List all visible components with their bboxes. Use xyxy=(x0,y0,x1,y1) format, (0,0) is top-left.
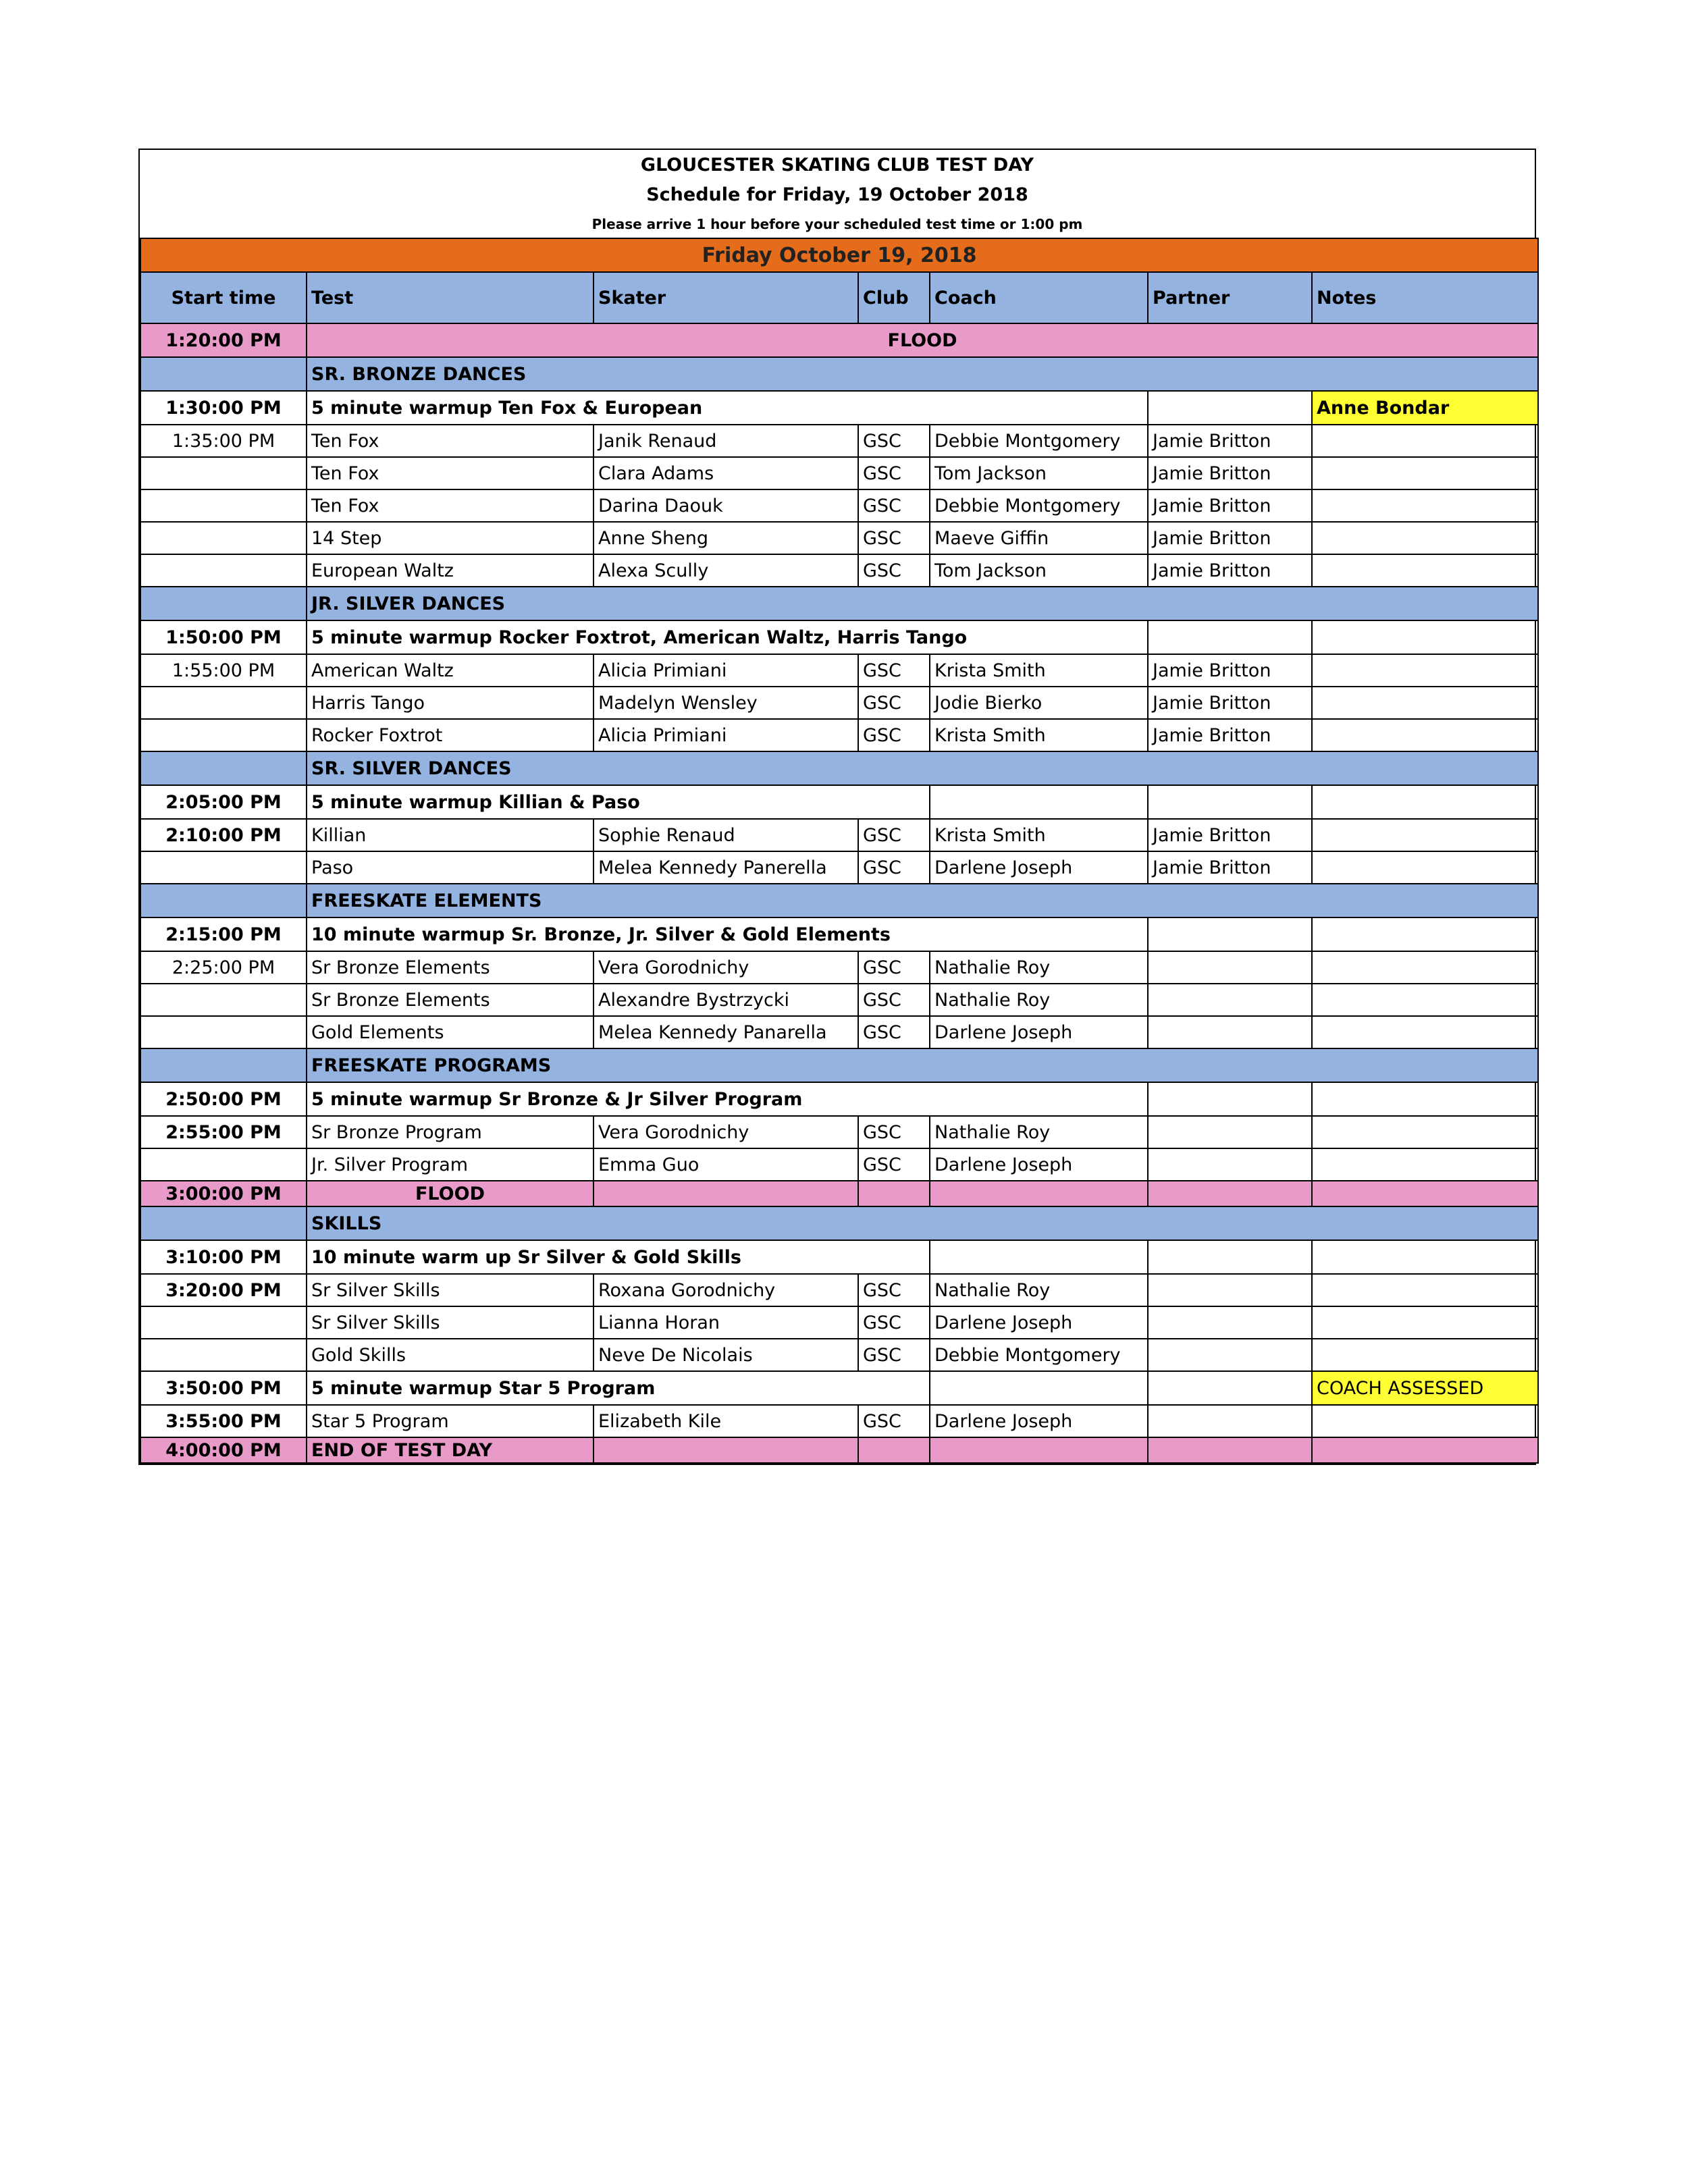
partner-name: Jamie Britton xyxy=(1148,489,1312,522)
col-header-partner: Partner xyxy=(1148,272,1312,323)
test-name: 14 Step xyxy=(307,522,594,554)
test-row xyxy=(140,1306,1538,1339)
start-time xyxy=(140,1306,307,1339)
test-row xyxy=(140,1339,1538,1371)
section-time-cell xyxy=(140,884,307,917)
section-time-cell xyxy=(140,587,307,620)
section-time-cell xyxy=(140,1048,307,1082)
flood-label: END OF TEST DAY xyxy=(307,1437,594,1463)
partner-cell xyxy=(1148,1240,1312,1274)
start-time xyxy=(140,851,307,884)
coach-name: Krista Smith xyxy=(930,719,1148,751)
coach-name: Debbie Montgomery xyxy=(930,489,1148,522)
section-row xyxy=(140,587,1538,620)
warmup-time: 2:15:00 PM xyxy=(140,917,307,951)
start-time: 1:55:00 PM xyxy=(140,654,307,687)
club-name: GSC xyxy=(858,425,930,457)
flood-time: 4:00:00 PM xyxy=(140,1437,307,1463)
section-time-cell xyxy=(140,1206,307,1240)
date-banner: Friday October 19, 2018 xyxy=(140,238,1538,272)
partner-cell xyxy=(1148,917,1312,951)
warmup-time: 2:05:00 PM xyxy=(140,785,307,819)
notes-cell xyxy=(1312,1339,1538,1371)
empty-cell xyxy=(1148,1181,1312,1206)
skater-name: Madelyn Wensley xyxy=(594,687,858,719)
flood-time: 1:20:00 PM xyxy=(140,323,307,357)
notes-cell xyxy=(1312,1240,1538,1274)
warmup-description: 10 minute warm up Sr Silver & Gold Skills xyxy=(307,1240,930,1274)
section-time-cell xyxy=(140,357,307,391)
test-name: Sr Bronze Program xyxy=(307,1116,594,1148)
test-name: American Waltz xyxy=(307,654,594,687)
club-name: GSC xyxy=(858,1405,930,1437)
notes-cell xyxy=(1312,654,1538,687)
test-row xyxy=(140,457,1538,489)
notes-cell xyxy=(1312,1148,1538,1181)
skater-name: Alicia Primiani xyxy=(594,719,858,751)
skater-name: Emma Guo xyxy=(594,1148,858,1181)
test-name: Sr Silver Skills xyxy=(307,1274,594,1306)
test-name: Killian xyxy=(307,819,594,851)
test-row xyxy=(140,851,1538,884)
club-name: GSC xyxy=(858,1339,930,1371)
col-header-start-time: Start time xyxy=(140,272,307,323)
club-name: GSC xyxy=(858,1116,930,1148)
partner-name xyxy=(1148,1405,1312,1437)
warmup-row xyxy=(140,1371,1538,1405)
notes-cell xyxy=(1312,1274,1538,1306)
notes-cell: COACH ASSESSED xyxy=(1312,1371,1538,1405)
partner-name: Jamie Britton xyxy=(1148,522,1312,554)
empty-cell xyxy=(594,1437,858,1463)
coach-name: Nathalie Roy xyxy=(930,1116,1148,1148)
test-name: Paso xyxy=(307,851,594,884)
start-time xyxy=(140,719,307,751)
coach-name: Krista Smith xyxy=(930,819,1148,851)
test-name: European Waltz xyxy=(307,554,594,587)
test-row xyxy=(140,1405,1538,1437)
title-block xyxy=(140,150,1535,238)
flood-label: FLOOD xyxy=(307,323,1538,357)
section-row xyxy=(140,357,1538,391)
partner-name: Jamie Britton xyxy=(1148,425,1312,457)
test-row xyxy=(140,522,1538,554)
start-time xyxy=(140,489,307,522)
col-header-test: Test xyxy=(307,272,594,323)
notes-cell xyxy=(1312,489,1538,522)
schedule-table xyxy=(140,238,1539,1464)
test-name: Ten Fox xyxy=(307,425,594,457)
skater-name: Clara Adams xyxy=(594,457,858,489)
partner-cell xyxy=(1148,620,1312,654)
partner-name: Jamie Britton xyxy=(1148,719,1312,751)
partner-name xyxy=(1148,1339,1312,1371)
notes-cell xyxy=(1312,951,1538,984)
warmup-time: 3:50:00 PM xyxy=(140,1371,307,1405)
warmup-row xyxy=(140,1082,1538,1116)
start-time xyxy=(140,1339,307,1371)
test-row xyxy=(140,984,1538,1016)
schedule-subtitle: Schedule for Friday, 19 October 2018 xyxy=(646,184,1028,205)
coach-cell xyxy=(930,1240,1148,1274)
partner-name: Jamie Britton xyxy=(1148,457,1312,489)
skater-name: Vera Gorodnichy xyxy=(594,1116,858,1148)
test-name: Ten Fox xyxy=(307,457,594,489)
section-row xyxy=(140,1048,1538,1082)
date-banner-row xyxy=(140,238,1538,272)
warmup-row xyxy=(140,391,1538,425)
club-name: GSC xyxy=(858,687,930,719)
skater-name: Alexa Scully xyxy=(594,554,858,587)
flood-row xyxy=(140,1181,1538,1206)
notes-cell xyxy=(1312,917,1538,951)
start-time: 1:35:00 PM xyxy=(140,425,307,457)
club-name: GSC xyxy=(858,1148,930,1181)
coach-name: Krista Smith xyxy=(930,654,1148,687)
notes-cell xyxy=(1312,984,1538,1016)
start-time xyxy=(140,554,307,587)
warmup-description: 5 minute warmup Ten Fox & European xyxy=(307,391,1148,425)
section-title: FREESKATE ELEMENTS xyxy=(307,884,1538,917)
notes-cell xyxy=(1312,851,1538,884)
notes-cell xyxy=(1312,785,1538,819)
test-name: Jr. Silver Program xyxy=(307,1148,594,1181)
test-name: Sr Silver Skills xyxy=(307,1306,594,1339)
warmup-time: 1:50:00 PM xyxy=(140,620,307,654)
test-name: Sr Bronze Elements xyxy=(307,951,594,984)
start-time: 2:55:00 PM xyxy=(140,1116,307,1148)
notes-cell xyxy=(1312,687,1538,719)
notes-cell: Anne Bondar xyxy=(1312,391,1538,425)
test-row xyxy=(140,819,1538,851)
section-title: SR. SILVER DANCES xyxy=(307,751,1538,785)
partner-name xyxy=(1148,1148,1312,1181)
warmup-row xyxy=(140,785,1538,819)
start-time xyxy=(140,984,307,1016)
notes-cell xyxy=(1312,1306,1538,1339)
test-name: Star 5 Program xyxy=(307,1405,594,1437)
warmup-description: 5 minute warmup Star 5 Program xyxy=(307,1371,930,1405)
column-header-row xyxy=(140,272,1538,323)
section-row xyxy=(140,884,1538,917)
skater-name: Melea Kennedy Panerella xyxy=(594,851,858,884)
coach-name: Darlene Joseph xyxy=(930,851,1148,884)
start-time: 2:10:00 PM xyxy=(140,819,307,851)
coach-name: Tom Jackson xyxy=(930,554,1148,587)
skater-name: Sophie Renaud xyxy=(594,819,858,851)
start-time: 3:20:00 PM xyxy=(140,1274,307,1306)
warmup-time: 3:10:00 PM xyxy=(140,1240,307,1274)
notes-cell xyxy=(1312,457,1538,489)
test-row xyxy=(140,554,1538,587)
test-row xyxy=(140,1274,1538,1306)
skater-name: Elizabeth Kile xyxy=(594,1405,858,1437)
partner-name xyxy=(1148,1306,1312,1339)
empty-cell xyxy=(930,1437,1148,1463)
warmup-description: 5 minute warmup Rocker Foxtrot, American Waltz, Harris Tango xyxy=(307,620,1148,654)
section-title: JR. SILVER DANCES xyxy=(307,587,1538,620)
flood-row xyxy=(140,323,1538,357)
start-time xyxy=(140,457,307,489)
club-name: GSC xyxy=(858,851,930,884)
coach-name: Darlene Joseph xyxy=(930,1306,1148,1339)
test-row xyxy=(140,1116,1538,1148)
notes-cell xyxy=(1312,554,1538,587)
coach-name: Darlene Joseph xyxy=(930,1016,1148,1048)
coach-name: Nathalie Roy xyxy=(930,951,1148,984)
test-row xyxy=(140,1148,1538,1181)
notes-cell xyxy=(1312,425,1538,457)
flood-time: 3:00:00 PM xyxy=(140,1181,307,1206)
notes-cell xyxy=(1312,819,1538,851)
test-name: Harris Tango xyxy=(307,687,594,719)
start-time xyxy=(140,687,307,719)
partner-cell xyxy=(1148,1082,1312,1116)
schedule-sheet xyxy=(138,149,1536,1465)
start-time xyxy=(140,522,307,554)
club-name: GSC xyxy=(858,457,930,489)
test-row xyxy=(140,1016,1538,1048)
partner-name: Jamie Britton xyxy=(1148,819,1312,851)
skater-name: Lianna Horan xyxy=(594,1306,858,1339)
coach-name: Debbie Montgomery xyxy=(930,1339,1148,1371)
partner-name xyxy=(1148,1274,1312,1306)
coach-cell xyxy=(930,785,1148,819)
partner-cell xyxy=(1148,391,1312,425)
club-name: GSC xyxy=(858,984,930,1016)
notes-cell xyxy=(1312,620,1538,654)
test-name: Gold Skills xyxy=(307,1339,594,1371)
section-title: SR. BRONZE DANCES xyxy=(307,357,1538,391)
partner-cell xyxy=(1148,785,1312,819)
section-title: FREESKATE PROGRAMS xyxy=(307,1048,1538,1082)
skater-name: Janik Renaud xyxy=(594,425,858,457)
skater-name: Anne Sheng xyxy=(594,522,858,554)
skater-name: Neve De Nicolais xyxy=(594,1339,858,1371)
partner-name: Jamie Britton xyxy=(1148,851,1312,884)
coach-name: Darlene Joseph xyxy=(930,1405,1148,1437)
partner-name xyxy=(1148,1016,1312,1048)
coach-name: Nathalie Roy xyxy=(930,1274,1148,1306)
empty-cell xyxy=(858,1181,930,1206)
warmup-time: 2:50:00 PM xyxy=(140,1082,307,1116)
notes-cell xyxy=(1312,1082,1538,1116)
end-of-day-row xyxy=(140,1437,1538,1463)
warmup-row xyxy=(140,1240,1538,1274)
warmup-time: 1:30:00 PM xyxy=(140,391,307,425)
coach-name: Maeve Giffin xyxy=(930,522,1148,554)
section-row xyxy=(140,751,1538,785)
skater-name: Roxana Gorodnichy xyxy=(594,1274,858,1306)
notes-cell xyxy=(1312,1116,1538,1148)
section-title: SKILLS xyxy=(307,1206,1538,1240)
test-row xyxy=(140,425,1538,457)
empty-cell xyxy=(1312,1437,1538,1463)
test-name: Rocker Foxtrot xyxy=(307,719,594,751)
col-header-skater: Skater xyxy=(594,272,858,323)
col-header-notes: Notes xyxy=(1312,272,1538,323)
arrival-note: Please arrive 1 hour before your scheduled test time or 1:00 pm xyxy=(591,216,1083,232)
skater-name: Melea Kennedy Panarella xyxy=(594,1016,858,1048)
section-time-cell xyxy=(140,751,307,785)
col-header-coach: Coach xyxy=(930,272,1148,323)
start-time xyxy=(140,1016,307,1048)
club-name: GSC xyxy=(858,1016,930,1048)
start-time xyxy=(140,1148,307,1181)
club-name: GSC xyxy=(858,654,930,687)
empty-cell xyxy=(930,1181,1148,1206)
club-name: GSC xyxy=(858,489,930,522)
test-row xyxy=(140,687,1538,719)
skater-name: Darina Daouk xyxy=(594,489,858,522)
test-row xyxy=(140,654,1538,687)
partner-name: Jamie Britton xyxy=(1148,687,1312,719)
partner-name xyxy=(1148,984,1312,1016)
test-name: Gold Elements xyxy=(307,1016,594,1048)
notes-cell xyxy=(1312,1016,1538,1048)
start-time: 2:25:00 PM xyxy=(140,951,307,984)
coach-cell xyxy=(930,1371,1148,1405)
club-name: GSC xyxy=(858,1306,930,1339)
club-name: GSC xyxy=(858,522,930,554)
flood-label: FLOOD xyxy=(307,1181,594,1206)
coach-name: Nathalie Roy xyxy=(930,984,1148,1016)
empty-cell xyxy=(1312,1181,1538,1206)
warmup-row xyxy=(140,917,1538,951)
coach-name: Tom Jackson xyxy=(930,457,1148,489)
warmup-row xyxy=(140,620,1538,654)
start-time: 3:55:00 PM xyxy=(140,1405,307,1437)
warmup-description: 5 minute warmup Sr Bronze & Jr Silver Program xyxy=(307,1082,1148,1116)
club-name: GSC xyxy=(858,1274,930,1306)
coach-name: Darlene Joseph xyxy=(930,1148,1148,1181)
partner-name: Jamie Britton xyxy=(1148,654,1312,687)
club-name: GSC xyxy=(858,719,930,751)
warmup-description: 5 minute warmup Killian & Paso xyxy=(307,785,930,819)
skater-name: Vera Gorodnichy xyxy=(594,951,858,984)
warmup-description: 10 minute warmup Sr. Bronze, Jr. Silver & Gold Elements xyxy=(307,917,1148,951)
notes-cell xyxy=(1312,1405,1538,1437)
notes-cell xyxy=(1312,522,1538,554)
test-name: Ten Fox xyxy=(307,489,594,522)
partner-cell xyxy=(1148,1371,1312,1405)
empty-cell xyxy=(858,1437,930,1463)
col-header-club: Club xyxy=(858,272,930,323)
empty-cell xyxy=(594,1181,858,1206)
skater-name: Alexandre Bystrzycki xyxy=(594,984,858,1016)
partner-name xyxy=(1148,1116,1312,1148)
empty-cell xyxy=(1148,1437,1312,1463)
notes-cell xyxy=(1312,719,1538,751)
test-name: Sr Bronze Elements xyxy=(307,984,594,1016)
club-name: GSC xyxy=(858,951,930,984)
club-name: GSC xyxy=(858,819,930,851)
club-name: GSC xyxy=(858,554,930,587)
coach-name: Debbie Montgomery xyxy=(930,425,1148,457)
test-row xyxy=(140,951,1538,984)
test-row xyxy=(140,489,1538,522)
test-row xyxy=(140,719,1538,751)
partner-name: Jamie Britton xyxy=(1148,554,1312,587)
schedule-title: GLOUCESTER SKATING CLUB TEST DAY xyxy=(640,155,1034,176)
section-row xyxy=(140,1206,1538,1240)
coach-name: Jodie Bierko xyxy=(930,687,1148,719)
partner-name xyxy=(1148,951,1312,984)
skater-name: Alicia Primiani xyxy=(594,654,858,687)
